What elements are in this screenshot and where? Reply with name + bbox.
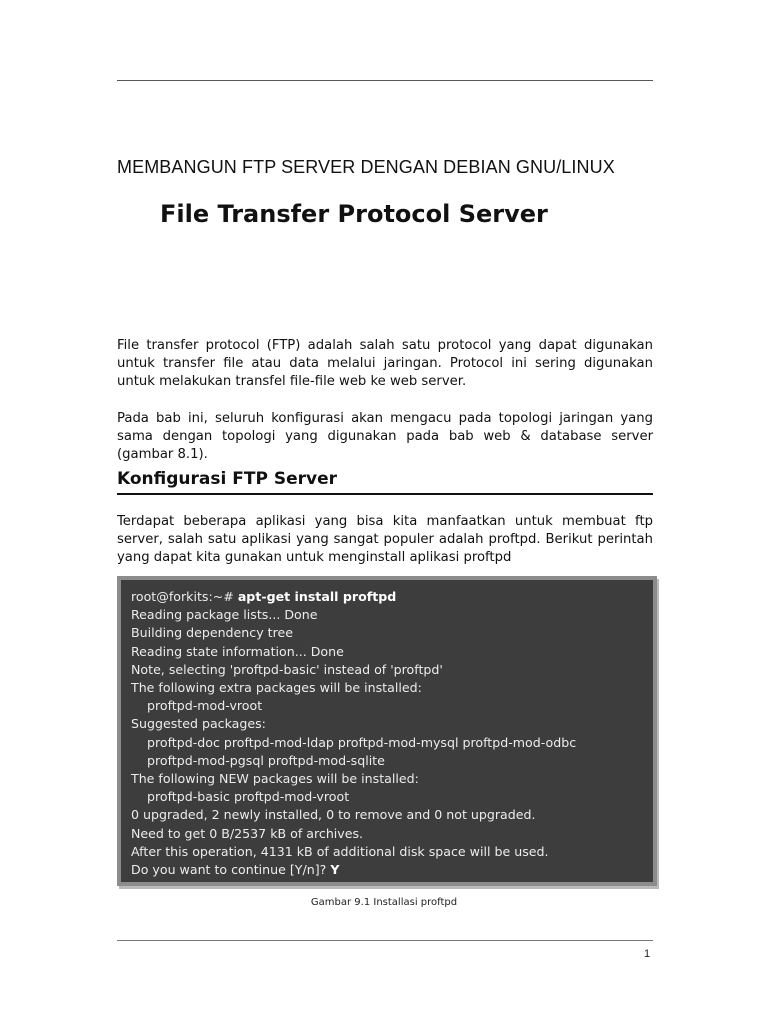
top-rule xyxy=(117,80,653,81)
bottom-rule xyxy=(117,940,653,941)
intro-paragraph: File transfer protocol (FTP) adalah salah satu protocol yang dapat digunakan untuk transfer file atau data melalui jaringan. Protocol ini sering digunakan untuk melakukan transfel file-file web ke web server. xyxy=(117,338,653,389)
terminal-command-line xyxy=(131,588,653,606)
terminal-line: The following NEW packages will be installed: xyxy=(131,771,419,787)
topology-paragraph: Pada bab ini, seluruh konfigurasi akan mengacu pada topologi jaringan yang sama dengan topologi yang digunakan pada bab web & database server (gambar 8.1). xyxy=(117,411,653,462)
terminal-line: 0 upgraded, 2 newly installed, 0 to remove and 0 not upgraded. xyxy=(131,807,536,823)
terminal-line: Note, selecting 'proftpd-basic' instead of 'proftpd' xyxy=(131,661,443,677)
terminal-line: Reading state information... Done xyxy=(131,643,344,659)
terminal-command: apt-get install proftpd xyxy=(237,589,397,604)
figure-caption: Gambar 9.1 Installasi proftpd xyxy=(310,897,458,908)
terminal-line: After this operation, 4131 kB of additional disk space will be used. xyxy=(131,843,549,859)
terminal-output-box xyxy=(117,576,657,886)
terminal-answer: Y xyxy=(330,862,340,878)
terminal-line: Building dependency tree xyxy=(131,625,293,641)
terminal-line: Need to get 0 B/2537 kB of archives. xyxy=(131,825,364,841)
chapter-title: File Transfer Protocol Server xyxy=(160,200,548,228)
page-number: 1 xyxy=(644,948,651,960)
proftpd-paragraph: Terdapat beberapa aplikasi yang bisa kita manfaatkan untuk membuat ftp server, salah satu aplikasi yang sangat populer adalah proftpd. Berikut perintah yang dapat kita gunakan untuk menginstall aplikasi proftpd xyxy=(117,514,653,565)
terminal-line: proftpd-basic proftpd-mod-vroot xyxy=(147,789,350,805)
section-heading: Konfigurasi FTP Server xyxy=(117,469,653,495)
document-header-title: MEMBANGUN FTP SERVER DENGAN DEBIAN GNU/LINUX xyxy=(117,157,615,177)
terminal-confirm-prompt: Do you want to continue [Y/n]? xyxy=(131,862,331,878)
terminal-line: proftpd-mod-vroot xyxy=(147,698,263,714)
terminal-line: Suggested packages: xyxy=(131,716,266,732)
terminal-line: Reading package lists... Done xyxy=(131,607,318,623)
terminal-confirm-line xyxy=(131,861,653,879)
terminal-line: The following extra packages will be installed: xyxy=(131,680,422,696)
terminal-prompt: root@forkits:~# xyxy=(131,589,238,604)
terminal-line: proftpd-doc proftpd-mod-ldap proftpd-mod-mysql proftpd-mod-odbc xyxy=(147,734,577,750)
terminal-line: proftpd-mod-pgsql proftpd-mod-sqlite xyxy=(147,752,385,768)
